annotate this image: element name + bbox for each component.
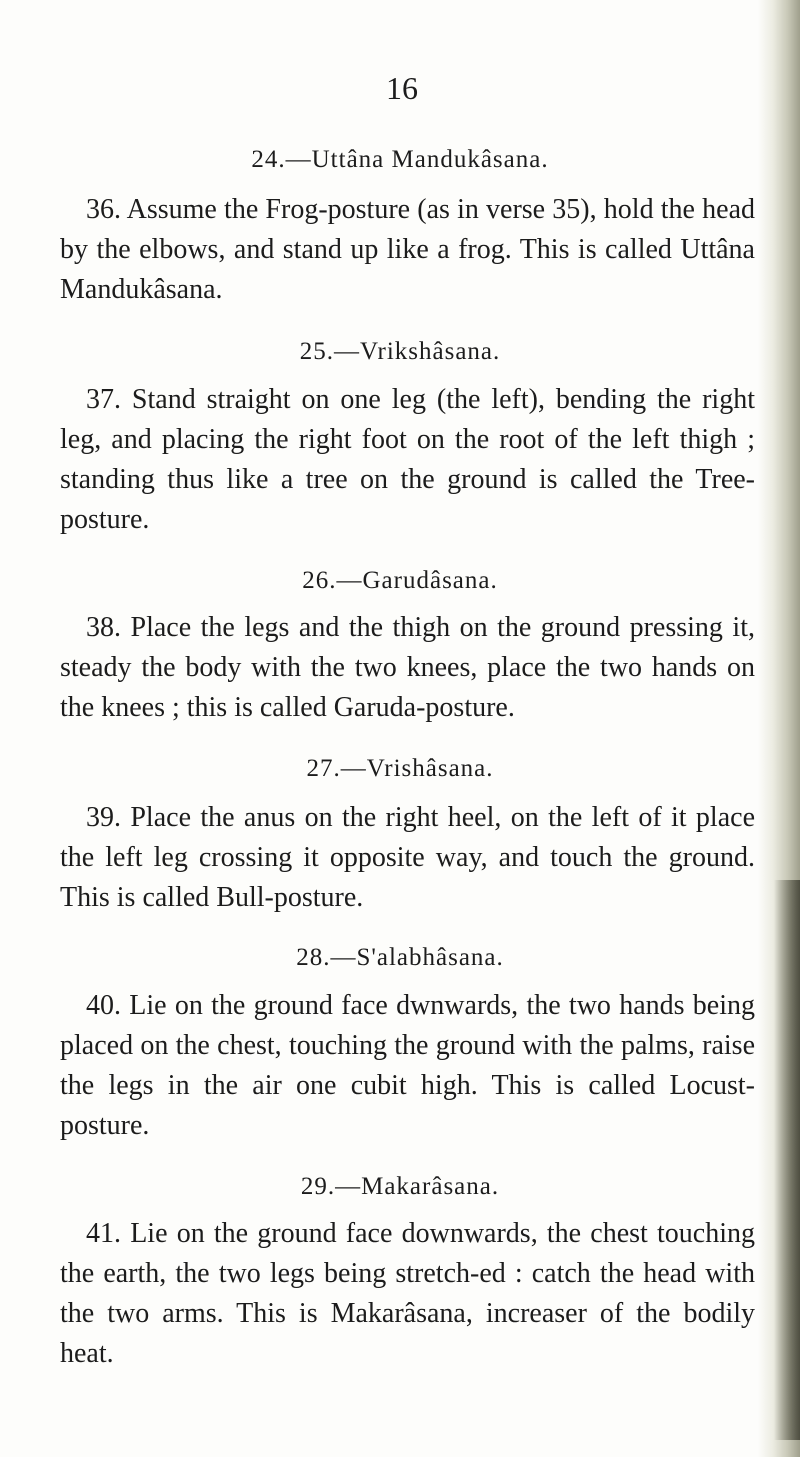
section-heading: 27.—Vrishâsana. xyxy=(306,755,494,782)
verse-paragraph: 39. Place the anus on the right heel, on the left of it place the left leg crossing it opposite way, and touch the ground. This is called Bull-posture. xyxy=(60,802,755,913)
page-edge-dark-shadow xyxy=(774,880,800,1440)
section-heading: 28.—S'alabhâsana. xyxy=(296,944,504,971)
section-heading: 25.—Vrikshâsana. xyxy=(299,338,501,365)
verse-paragraph: 37. Stand straight on one leg (the left), bending the right leg, and placing the right foot on the root of the left thigh ; standing thus like a tree on the ground is called the Tree-posture. xyxy=(60,384,755,535)
page-number: 16 xyxy=(386,70,418,106)
verse-paragraph: 41. Lie on the ground face downwards, the chest touching the earth, the two legs being stretch-ed : catch the head with the two arms. This is Makarâsana, increaser of the bodily heat. xyxy=(60,1218,755,1369)
verse-paragraph: 40. Lie on the ground face dwnwards, the two hands being placed on the chest, touching the ground with the palms, raise the legs in the air one cubit high. This is called Locust-posture. xyxy=(60,990,755,1141)
section-heading: 26.—Garudâsana. xyxy=(302,567,498,594)
section-heading: 24.—Uttâna Mandukâsana. xyxy=(251,146,549,173)
section-heading: 29.—Makarâsana. xyxy=(300,1173,500,1200)
verse-paragraph: 36. Assume the Frog-posture (as in verse 35), hold the head by the elbows, and stand up like a frog. This is called Uttâna Mandukâsana. xyxy=(60,194,755,305)
verse-paragraph: 38. Place the legs and the thigh on the ground pressing it, steady the body with the two knees, place the two hands on the knees ; this is called Garuda-posture. xyxy=(60,612,755,723)
